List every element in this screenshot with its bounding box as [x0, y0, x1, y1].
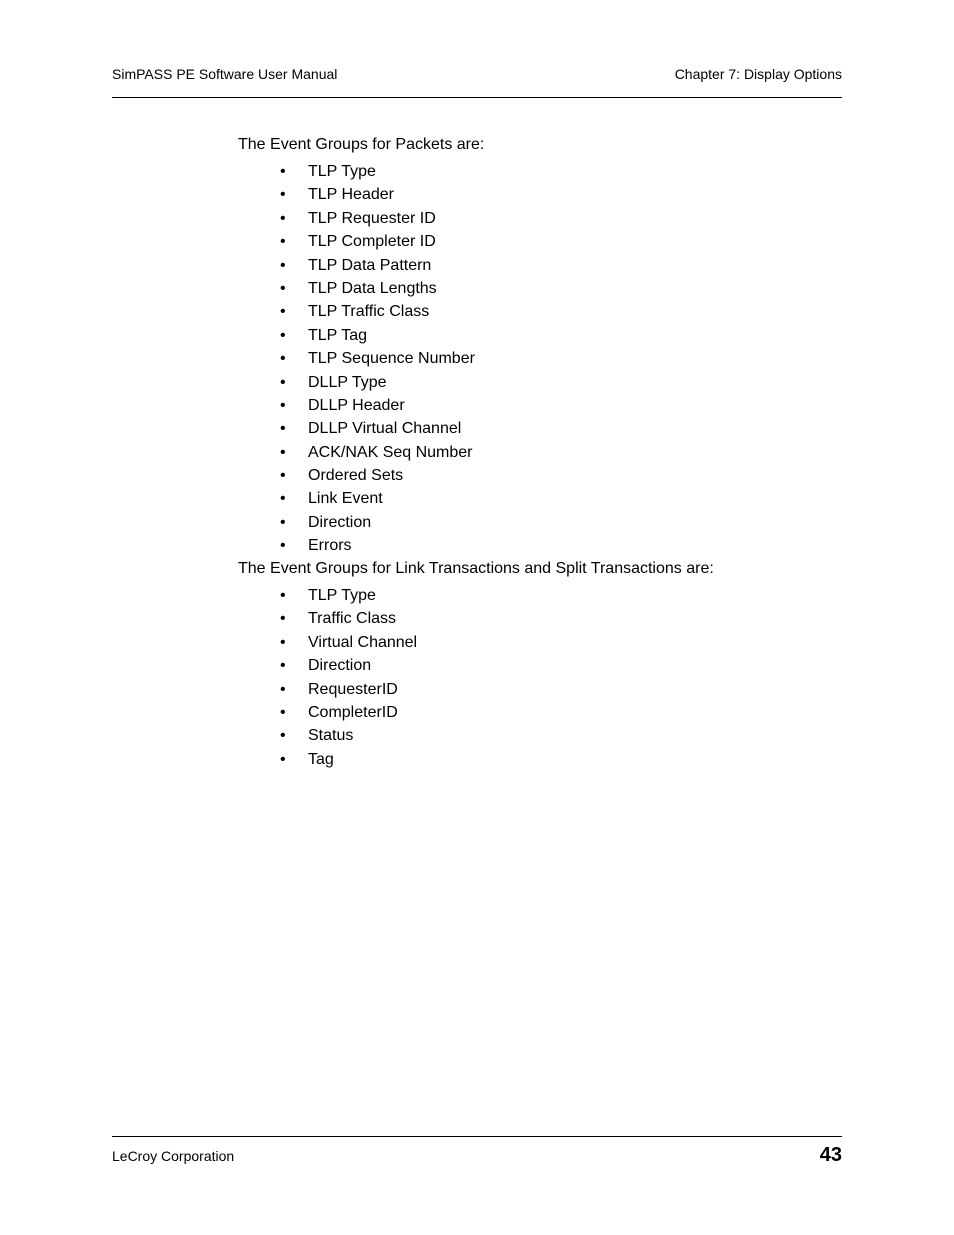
- bullet-icon: •: [280, 350, 286, 368]
- header-chapter-title: Chapter 7: Display Options: [674, 66, 842, 82]
- list-item-label: TLP Data Lengths: [308, 279, 437, 297]
- list-item-label: TLP Traffic Class: [308, 303, 430, 321]
- list-item-label: Link Event: [308, 490, 383, 508]
- list-item-label: CompleterID: [308, 703, 398, 721]
- transactions-intro-paragraph: The Event Groups for Link Transactions and Split Transactions are:: [238, 560, 714, 577]
- bullet-icon: •: [280, 610, 286, 628]
- list-item-label: TLP Data Pattern: [308, 256, 432, 274]
- list-item-label: Traffic Class: [308, 610, 397, 628]
- bullet-icon: •: [280, 326, 286, 344]
- bullet-icon: •: [280, 657, 286, 675]
- bullet-icon: •: [280, 233, 286, 251]
- bullet-icon: •: [280, 513, 286, 531]
- bullet-icon: •: [280, 750, 286, 768]
- bullet-icon: •: [280, 279, 286, 297]
- bullet-icon: •: [280, 303, 286, 321]
- list-item-label: TLP Type: [308, 163, 376, 180]
- list-item-label: Errors: [308, 537, 352, 555]
- page-number: 43: [819, 1144, 842, 1166]
- bullet-icon: •: [280, 727, 286, 745]
- bullet-icon: •: [280, 537, 286, 555]
- list-item-label: Virtual Channel: [308, 633, 418, 651]
- bullet-icon: •: [280, 680, 286, 698]
- list-item-label: Tag: [308, 750, 334, 768]
- header-manual-title: SimPASS PE Software User Manual: [112, 66, 338, 82]
- list-item-label: TLP Requester ID: [308, 209, 436, 227]
- list-item-label: DLLP Type: [308, 373, 387, 391]
- list-item-label: Direction: [308, 513, 372, 531]
- list-item-label: TLP Header: [308, 186, 394, 204]
- list-item-label: TLP Sequence Number: [308, 350, 475, 368]
- list-item-label: TLP Type: [308, 587, 376, 604]
- bullet-icon: •: [280, 467, 286, 485]
- bullet-icon: •: [280, 703, 286, 721]
- footer-company: LeCroy Corporation: [112, 1148, 235, 1164]
- list-item-label: Ordered Sets: [308, 467, 404, 485]
- bullet-icon: •: [280, 490, 286, 508]
- list-item-label: DLLP Virtual Channel: [308, 420, 462, 438]
- list-item-label: DLLP Header: [308, 396, 405, 414]
- list-item-label: Direction: [308, 657, 372, 675]
- header-divider: [112, 97, 842, 98]
- bullet-icon: •: [280, 209, 286, 227]
- packets-intro-paragraph: The Event Groups for Packets are:: [238, 136, 485, 153]
- bullet-icon: •: [280, 396, 286, 414]
- bullet-icon: •: [280, 420, 286, 438]
- list-item-label: TLP Tag: [308, 326, 368, 344]
- bullet-icon: •: [280, 186, 286, 204]
- bullet-icon: •: [280, 633, 286, 651]
- list-item-label: RequesterID: [308, 680, 398, 698]
- footer-divider: [112, 1136, 842, 1137]
- bullet-icon: •: [280, 373, 286, 391]
- list-item-label: Status: [308, 727, 354, 745]
- list-item-label: ACK/NAK Seq Number: [308, 443, 473, 461]
- bullet-icon: •: [280, 163, 286, 180]
- bullet-icon: •: [280, 587, 286, 604]
- bullet-icon: •: [280, 443, 286, 461]
- bullet-icon: •: [280, 256, 286, 274]
- list-item-label: TLP Completer ID: [308, 233, 436, 251]
